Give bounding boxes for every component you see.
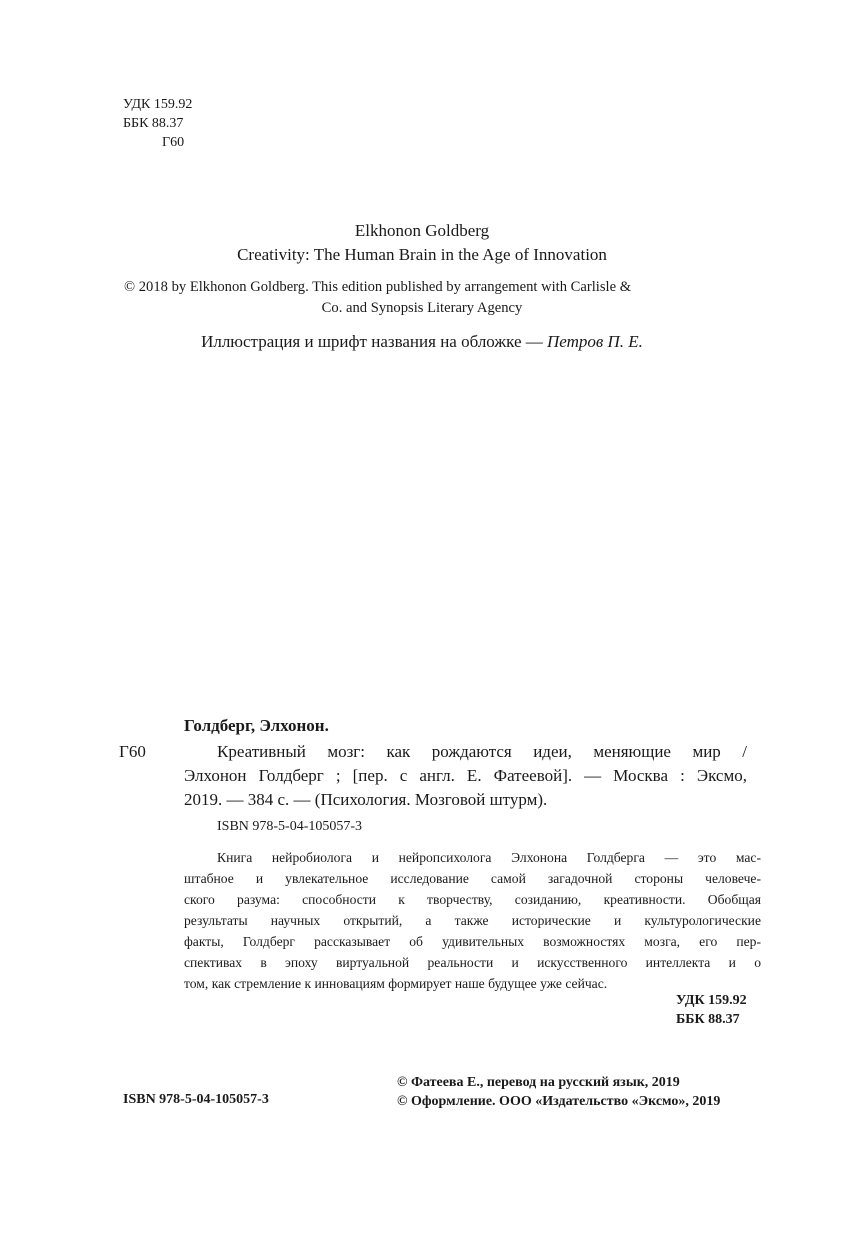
- annotation-line: результаты научных открытий, а также исторические и культурологические: [184, 913, 761, 928]
- original-title: Creativity: The Human Brain in the Age of Innovation: [237, 245, 607, 264]
- catalog-description: [184, 740, 747, 812]
- catalog-heading: Голдберг, Элхонон.: [184, 716, 329, 735]
- catalog-bbk: ББК 88.37: [676, 1012, 740, 1027]
- catalog-author-mark: Г60: [119, 742, 146, 761]
- cover-credit: [0, 330, 844, 354]
- copyright-line-1: © 2018 by Elkhonon Goldberg. This edition published by arrangement with Carlisle &: [124, 279, 632, 295]
- copyright-line-2: Co. and Synopsis Literary Agency: [321, 300, 523, 316]
- catalog-annotation: [184, 847, 761, 994]
- author-mark-top: Г60: [162, 135, 185, 150]
- annotation-line: факты, Голдберг рассказывает об удивительных возможностях мозга, его пер-: [184, 934, 761, 949]
- catalog-isbn: ISBN 978-5-04-105057-3: [217, 819, 363, 834]
- footer-copyright-design: © Оформление. ООО «Издательство «Эксмо», 2019: [397, 1094, 721, 1109]
- bbk-code-top: ББК 88.37: [123, 116, 184, 131]
- footer-isbn: ISBN 978-5-04-105057-3: [123, 1092, 269, 1107]
- annotation-line: том, как стремление к инновациям формирует наше будущее уже сейчас.: [184, 976, 608, 991]
- catalog-desc-line: Элхонон Голдберг ; [пер. с англ. Е. Фатеевой]. — Москва : Эксмо,: [184, 766, 747, 785]
- annotation-line: Книга нейробиолога и нейропсихолога Элхонона Голдберга — это мас-: [217, 850, 761, 865]
- cover-credit-name: Петров П. Е.: [547, 332, 643, 351]
- footer-copyright-translation: © Фатеева Е., перевод на русский язык, 2019: [397, 1075, 680, 1090]
- original-author: Elkhonon Goldberg: [354, 221, 490, 240]
- catalog-desc-line: Креативный мозг: как рождаются идеи, меняющие мир /: [217, 742, 747, 761]
- catalog-udk: УДК 159.92: [676, 993, 747, 1008]
- cover-credit-text: Иллюстрация и шрифт названия на обложке —: [201, 332, 548, 351]
- annotation-line: ского разума: способности к творчеству, созиданию, креативности. Обобщая: [184, 892, 761, 907]
- annotation-line: штабное и увлекательное исследование самой загадочной стороны человече-: [184, 871, 761, 886]
- catalog-desc-line: 2019. — 384 с. — (Психология. Мозговой штурм).: [184, 790, 548, 809]
- udk-code-top: УДК 159.92: [123, 97, 193, 112]
- annotation-line: спективах в эпоху виртуальной реальности и искусственного интеллекта и о: [184, 955, 761, 970]
